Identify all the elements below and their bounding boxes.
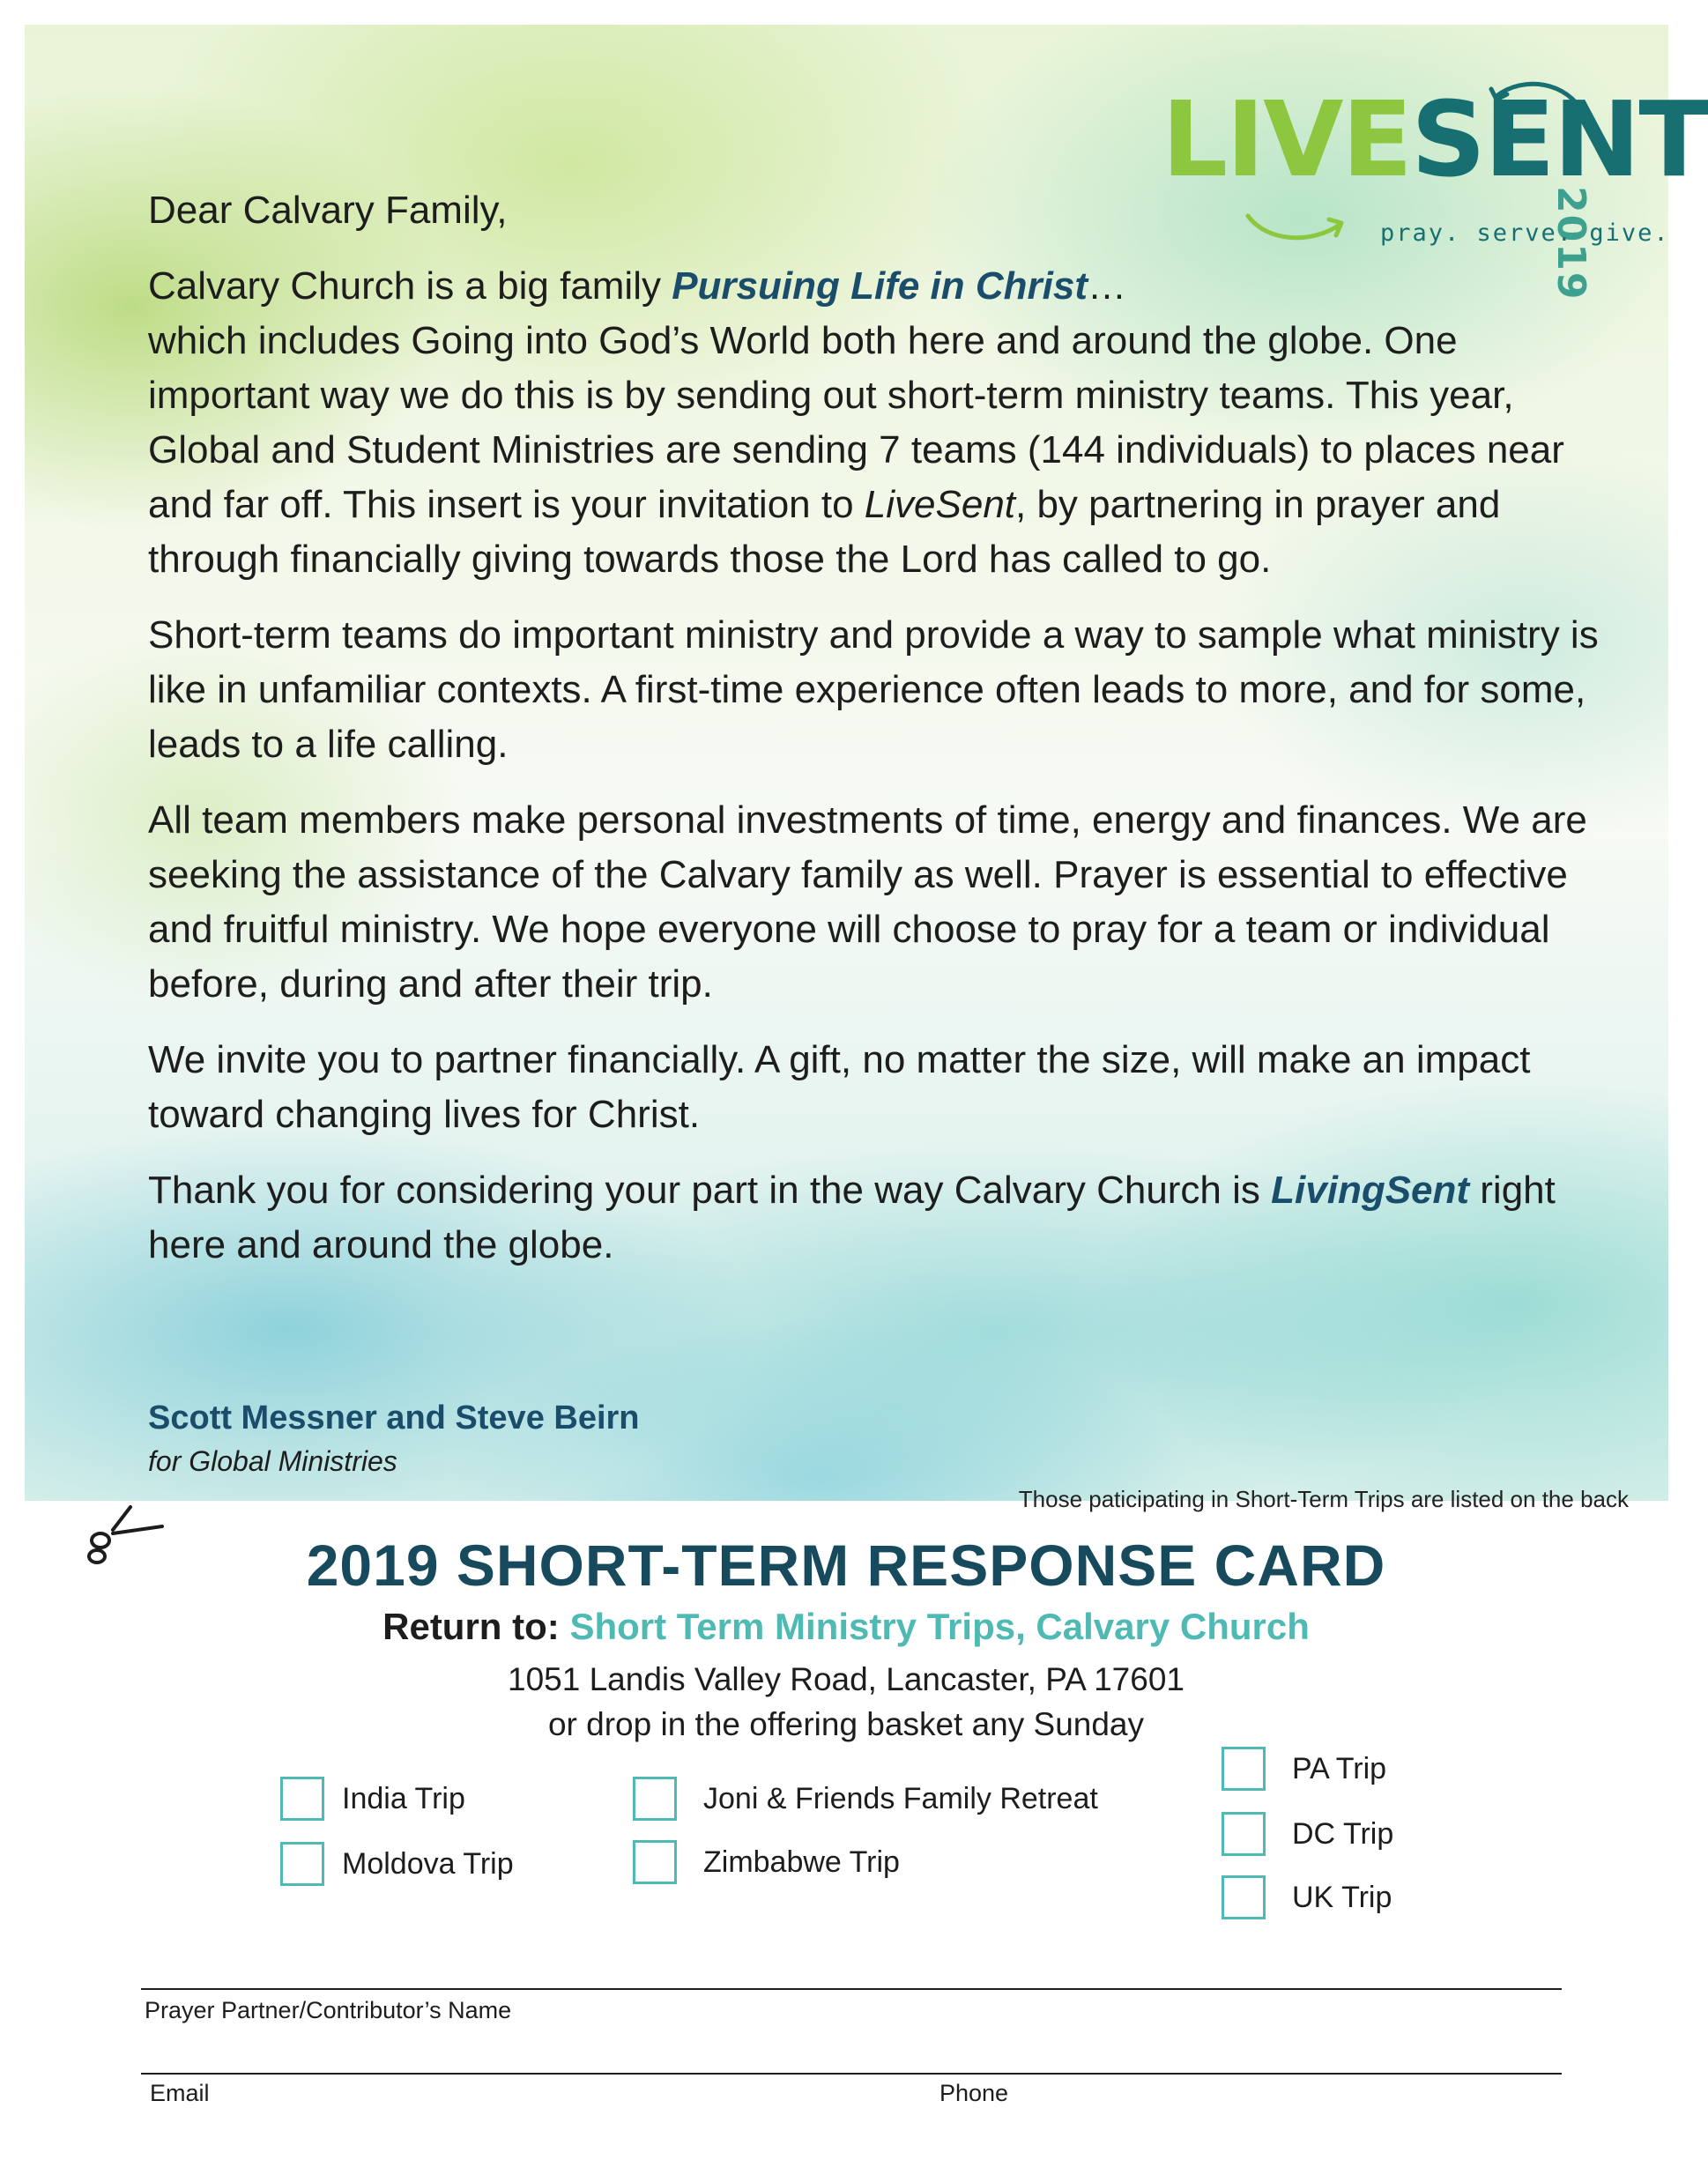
- livingsent-emphasis: LivingSent: [1271, 1169, 1470, 1212]
- return-label: Return to:: [382, 1606, 560, 1647]
- footnote: Those paticipating in Short-Term Trips are listed on the back: [1018, 1486, 1629, 1512]
- letter-greeting: Dear Calvary Family,: [148, 189, 508, 232]
- p1-body-a: which includes Going into God’s World both here and around the globe. One important way we do this is by sending out short-term ministry teams. This year, Global and Student Ministries are sending 7 teams (144 individuals) to places near and far off. This insert is your invitation to: [148, 319, 1564, 526]
- trip-option-joni-friends[interactable]: [633, 1777, 1098, 1821]
- trip-label: India Trip: [342, 1781, 465, 1815]
- trip-label: DC Trip: [1292, 1816, 1394, 1851]
- mailing-address: 1051 Landis Valley Road, Lancaster, PA 17601: [508, 1661, 1184, 1697]
- letter-paragraph-3: All team members make personal investments of time, energy and finances. We are seeking the assistance of the Calvary family as well. Prayer is essential to effective and fruitful ministry. We hope everyone will choose to pray for a team or individual before, during and after their trip.: [148, 798, 1587, 1006]
- drop-off-note: or drop in the offering basket any Sunday: [547, 1706, 1145, 1742]
- trip-option-uk[interactable]: [1222, 1875, 1392, 1919]
- watercolor-letter-panel: [25, 25, 1708, 1512]
- trip-label: UK Trip: [1292, 1880, 1392, 1914]
- letter-paragraph-1: [148, 259, 1602, 587]
- trip-label: PA Trip: [1292, 1751, 1387, 1785]
- p1-body-b: , by partnering in prayer and through financially giving towards those the Lord has called to go.: [148, 483, 1501, 581]
- email-field-label: Email: [150, 2080, 210, 2106]
- signers-role: for Global Ministries: [148, 1445, 397, 1477]
- checkbox[interactable]: [280, 1842, 324, 1886]
- logo-tagline: pray. serve. give.: [1380, 219, 1670, 247]
- letter-body: [148, 183, 1602, 1294]
- phone-field-label: Phone: [939, 2080, 1009, 2106]
- livesent-italic: LiveSent: [864, 483, 1016, 526]
- checkbox[interactable]: [633, 1777, 677, 1821]
- checkbox[interactable]: [633, 1840, 677, 1884]
- p1-lead: Calvary Church is a big family: [148, 264, 672, 308]
- signers-name: Scott Messner and Steve Beirn: [148, 1399, 640, 1436]
- logo-word-live: LIVE: [1162, 78, 1412, 200]
- logo-year: 2019: [1548, 186, 1593, 301]
- trip-option-dc[interactable]: [1222, 1812, 1393, 1856]
- checkbox[interactable]: [1222, 1747, 1266, 1791]
- return-recipient: Short Term Ministry Trips, Calvary Church: [569, 1606, 1310, 1647]
- return-to-line: [0, 1606, 1692, 1648]
- letter-paragraph-4: We invite you to partner financially. A gift, no matter the size, will make an impact toward changing lives for Christ.: [148, 1038, 1531, 1136]
- name-field-label: Prayer Partner/Contributor’s Name: [145, 1997, 512, 2023]
- checkbox[interactable]: [280, 1777, 324, 1821]
- trip-label: Zimbabwe Trip: [703, 1845, 900, 1879]
- trip-label: Moldova Trip: [342, 1846, 514, 1881]
- trip-option-moldova[interactable]: [280, 1842, 514, 1886]
- trip-option-pa[interactable]: [1222, 1747, 1386, 1791]
- trip-option-india[interactable]: [280, 1777, 465, 1821]
- name-field-line[interactable]: [141, 1988, 1562, 1990]
- p5-lead: Thank you for considering your part in the way Calvary Church is: [148, 1169, 1272, 1212]
- checkbox[interactable]: [1222, 1875, 1266, 1919]
- p5-tail: right here and around the globe.: [148, 1169, 1556, 1266]
- logo-word-sent: SENT: [1411, 78, 1708, 200]
- trip-label: Joni & Friends Family Retreat: [703, 1781, 1098, 1815]
- p1-ellipsis: …: [1088, 264, 1126, 308]
- trip-option-zimbabwe[interactable]: [633, 1840, 900, 1884]
- letter-paragraph-2: Short-term teams do important ministry and provide a way to sample what ministry is like in unfamiliar contexts. A first-time experience often leads to more, and for some, leads to a life calling.: [148, 613, 1599, 766]
- pursuing-life-emphasis: Pursuing Life in Christ: [672, 264, 1088, 308]
- response-card-title: 2019 SHORT-TERM RESPONSE CARD: [306, 1533, 1386, 1598]
- letter-paragraph-5: [148, 1163, 1602, 1273]
- checkbox[interactable]: [1222, 1812, 1266, 1856]
- email-phone-field-line[interactable]: [141, 2073, 1562, 2075]
